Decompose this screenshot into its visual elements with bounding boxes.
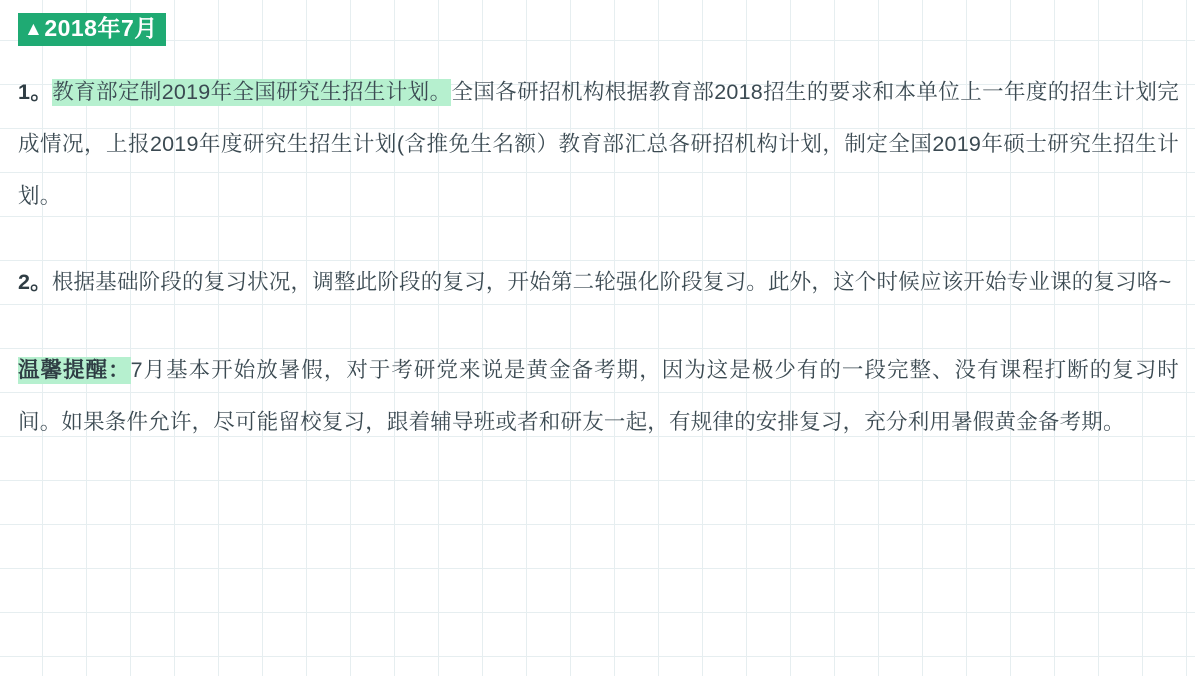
triangle-icon: ▲ [24, 19, 44, 40]
section-title-badge [18, 13, 166, 46]
highlighted-text-1: 教育部定制2019年全国研究生招生计划。 [52, 79, 452, 104]
item-body-1: 全国各研招机构根据教育部2018招生的要求和本单位上一年度的招生计划完成情况，上报2019年度研究生招生计划(含推免生名额）教育部汇总各研招机构计划，制定全国2019年硕士研究生招生计划。 [18, 79, 1179, 208]
item-number-1: 1。 [18, 79, 53, 104]
item-number-2: 2。 [18, 269, 52, 294]
item-body-2: 根据基础阶段的复习状况，调整此阶段的复习，开始第二轮强化阶段复习。此外，这个时候应该开始专业课的复习咯~ [51, 269, 1172, 294]
paragraph-item-2 [18, 256, 1179, 308]
paragraph-tip [18, 344, 1179, 448]
section-title-text: 2018年7月 [44, 15, 158, 41]
tip-body: 7月基本开始放暑假，对于考研党来说是黄金备考期，因为这是极少有的一段完整、没有课程打断的复习时间。如果条件允许，尽可能留校复习，跟着辅导班或者和研友一起，有规律的安排复习，充分利用暑假黄金备考期。 [18, 357, 1179, 434]
paragraph-item-1 [18, 66, 1179, 222]
tip-label: 温馨提醒： [18, 357, 131, 382]
